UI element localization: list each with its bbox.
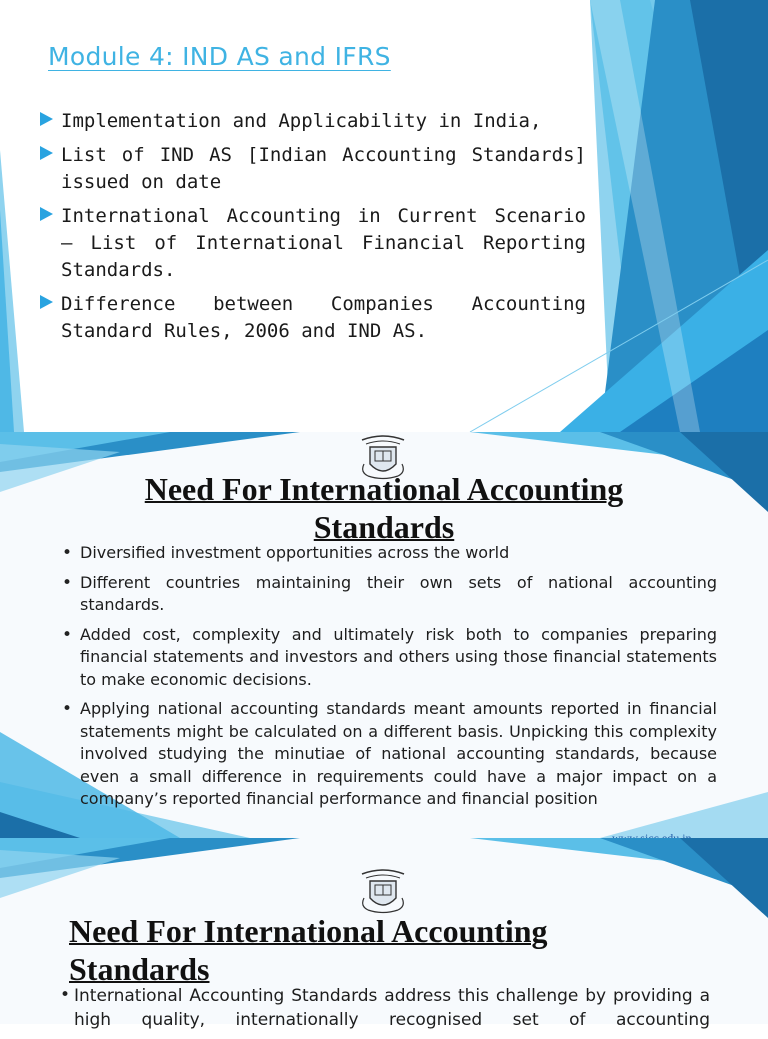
bullet-text: International Accounting in Current Scenario – List of International Financial Reporting Standards. (61, 205, 586, 281)
slide1-title: Module 4: IND AS and IFRS (48, 42, 391, 71)
bullet-text: International Accounting Standards address this challenge by providing a high quality, internationally recognised set of accounting (74, 986, 710, 1030)
list-item (62, 698, 717, 811)
list-item (62, 624, 717, 692)
bullet-dot-icon: • (62, 624, 73, 645)
slide3-bullet-list (60, 984, 710, 1039)
bullet-dot-icon: • (62, 543, 73, 563)
bullet-text: Implementation and Applicability in India, (61, 110, 542, 132)
arrow-right-icon (40, 207, 53, 221)
list-item (62, 542, 717, 565)
arrow-right-icon (40, 112, 53, 126)
slide1-bullet-list (40, 108, 586, 352)
bullet-text: Difference between Companies Accounting Standard Rules, 2006 and IND AS. (61, 293, 586, 342)
list-item (60, 984, 710, 1032)
arrow-right-icon (40, 295, 53, 309)
bullet-dot-icon: • (62, 699, 73, 719)
slide3-title: Need For International Accounting Standards (69, 913, 548, 987)
arrow-right-icon (40, 146, 53, 160)
bullet-dot-icon: • (60, 985, 71, 1005)
list-item (40, 291, 586, 345)
college-crest-icon (358, 868, 408, 914)
slide-module-4 (0, 0, 768, 432)
bullet-text: List of IND AS [Indian Accounting Standards] issued on date (61, 144, 586, 193)
bullet-dot-icon: • (62, 572, 73, 593)
bullet-text: Added cost, complexity and ultimately risk both to companies preparing financial statements and investors and others using those financial statements to make economic decisions. (80, 624, 717, 689)
list-item (40, 203, 586, 284)
bullet-text: Different countries maintaining their own sets of national accounting standards. (80, 572, 717, 614)
bullet-text: Diversified investment opportunities across the world (80, 543, 510, 562)
bullet-text: Applying national accounting standards meant amounts reported in financial statements might be calculated on a different basis. Unpicking this complexity involved studying the minutiae of national accounting standards, because even a small difference in requirements could have a major impact on a company’s reported financial performance and financial position (80, 699, 717, 808)
list-item (40, 108, 586, 135)
list-item (62, 572, 717, 617)
list-item (40, 142, 586, 196)
slide2-title: Need For International Accounting Standards (144, 471, 624, 545)
slide2-bullet-list (62, 542, 717, 818)
